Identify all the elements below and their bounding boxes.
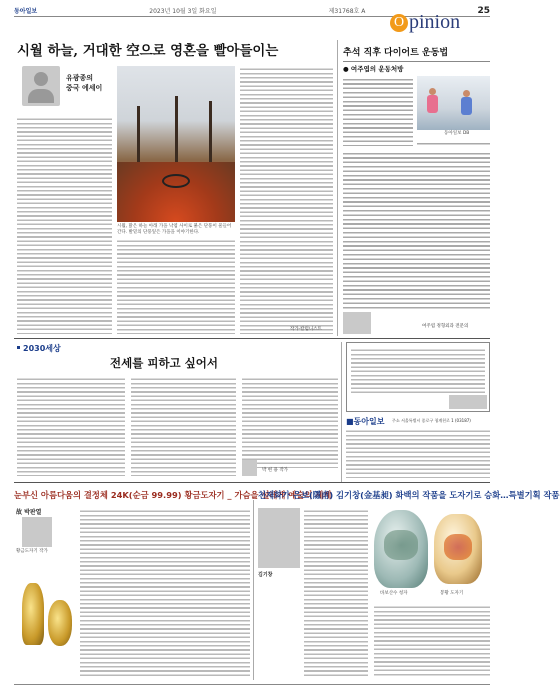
ad-right-caption2: 봉황 도자기 [440,591,464,596]
column1-text-col3 [240,66,333,334]
column3-text-col1 [17,376,125,476]
gold-vase-2 [48,600,72,646]
author3-photo [242,460,257,476]
author-photo [22,66,60,106]
gold-vase-1 [22,583,44,645]
section-label-opinion: O pinion [390,11,460,34]
column1-text-col2 [117,238,235,334]
issue-date: 2023년 10월 3일 화요일 [149,8,217,15]
column2-text-a [343,76,413,146]
notice-box [346,342,490,412]
ad-left-badge: 故 박판열 [16,509,42,516]
editorial-info: 주소 서울특별시 종로구 청계천로 1 (03187) [392,418,471,423]
column2-title: 추석 직후 다이어트 운동법 [343,48,449,58]
column1-text-col1 [17,116,112,334]
column3-text-col2 [131,376,236,476]
column3-title: 전세를 피하고 싶어서 [110,356,218,370]
column3-text-col3 [242,376,338,468]
editorial-masthead: ■동아일보 [346,417,385,426]
column1-signature: 작가·칼럼니스트 [290,327,322,332]
column2-subhead: ● 여주엽의 운동처방 [343,65,404,73]
column-divider [337,40,338,336]
phoenix-vase [434,514,482,584]
photo-credit: 동아일보 DB [444,131,470,136]
masthead: 동아일보 [14,8,38,15]
column3-signature: 박 현 용 작가 [262,468,289,473]
author-column-name: 중국 에세이 [66,84,103,92]
section-2030: 2030세상 [17,343,61,354]
ad-right-text-col2 [374,604,490,676]
author-name: 유광종의 [66,74,94,82]
column2-signature: 여주엽 정형외과 전문의 [422,324,469,329]
author2-photo [343,312,371,334]
opinion-logo-o: O [390,14,408,32]
ad-right-caption1: 바보산수 청자 [380,591,408,596]
editorial-text [346,428,490,478]
page-number: 25 [477,6,490,16]
ad-right-text-col1 [304,508,368,676]
kim-photo [258,508,300,568]
column1-title: 시월 하늘, 거대한 空으로 영혼을 빨아들이는 [17,43,279,59]
exercise-photo [417,76,490,130]
artist-photo [22,517,52,547]
ad-left-headline: 눈부신 아름다움의 결정체 24K(순금 99.99) 황금도자기 _ 가슴을 설레게 예술의 세계 [14,490,332,500]
artist-caption: 황금도자기 작가 [16,549,48,554]
column2-text-b [343,150,490,310]
issue-number: 제31768호 A [328,8,366,15]
ad-right-name: 김기창 [258,572,273,578]
celadon-vase [374,510,428,588]
ad-left-text [80,508,250,676]
photo-caption: 시월, 맑은 하늘 아래 가을 낙엽 사이로 붉은 단풍이 물들어 간다. 발밑의 단풍잎은 가을을 이야기한다. [117,224,232,235]
autumn-photo [117,66,235,222]
ad-right-headline: 천재화가 은보(隱甫) 김기창(金基昶) 화백의 작품을 도자기로 승화…특별기획 작품 [258,490,560,500]
